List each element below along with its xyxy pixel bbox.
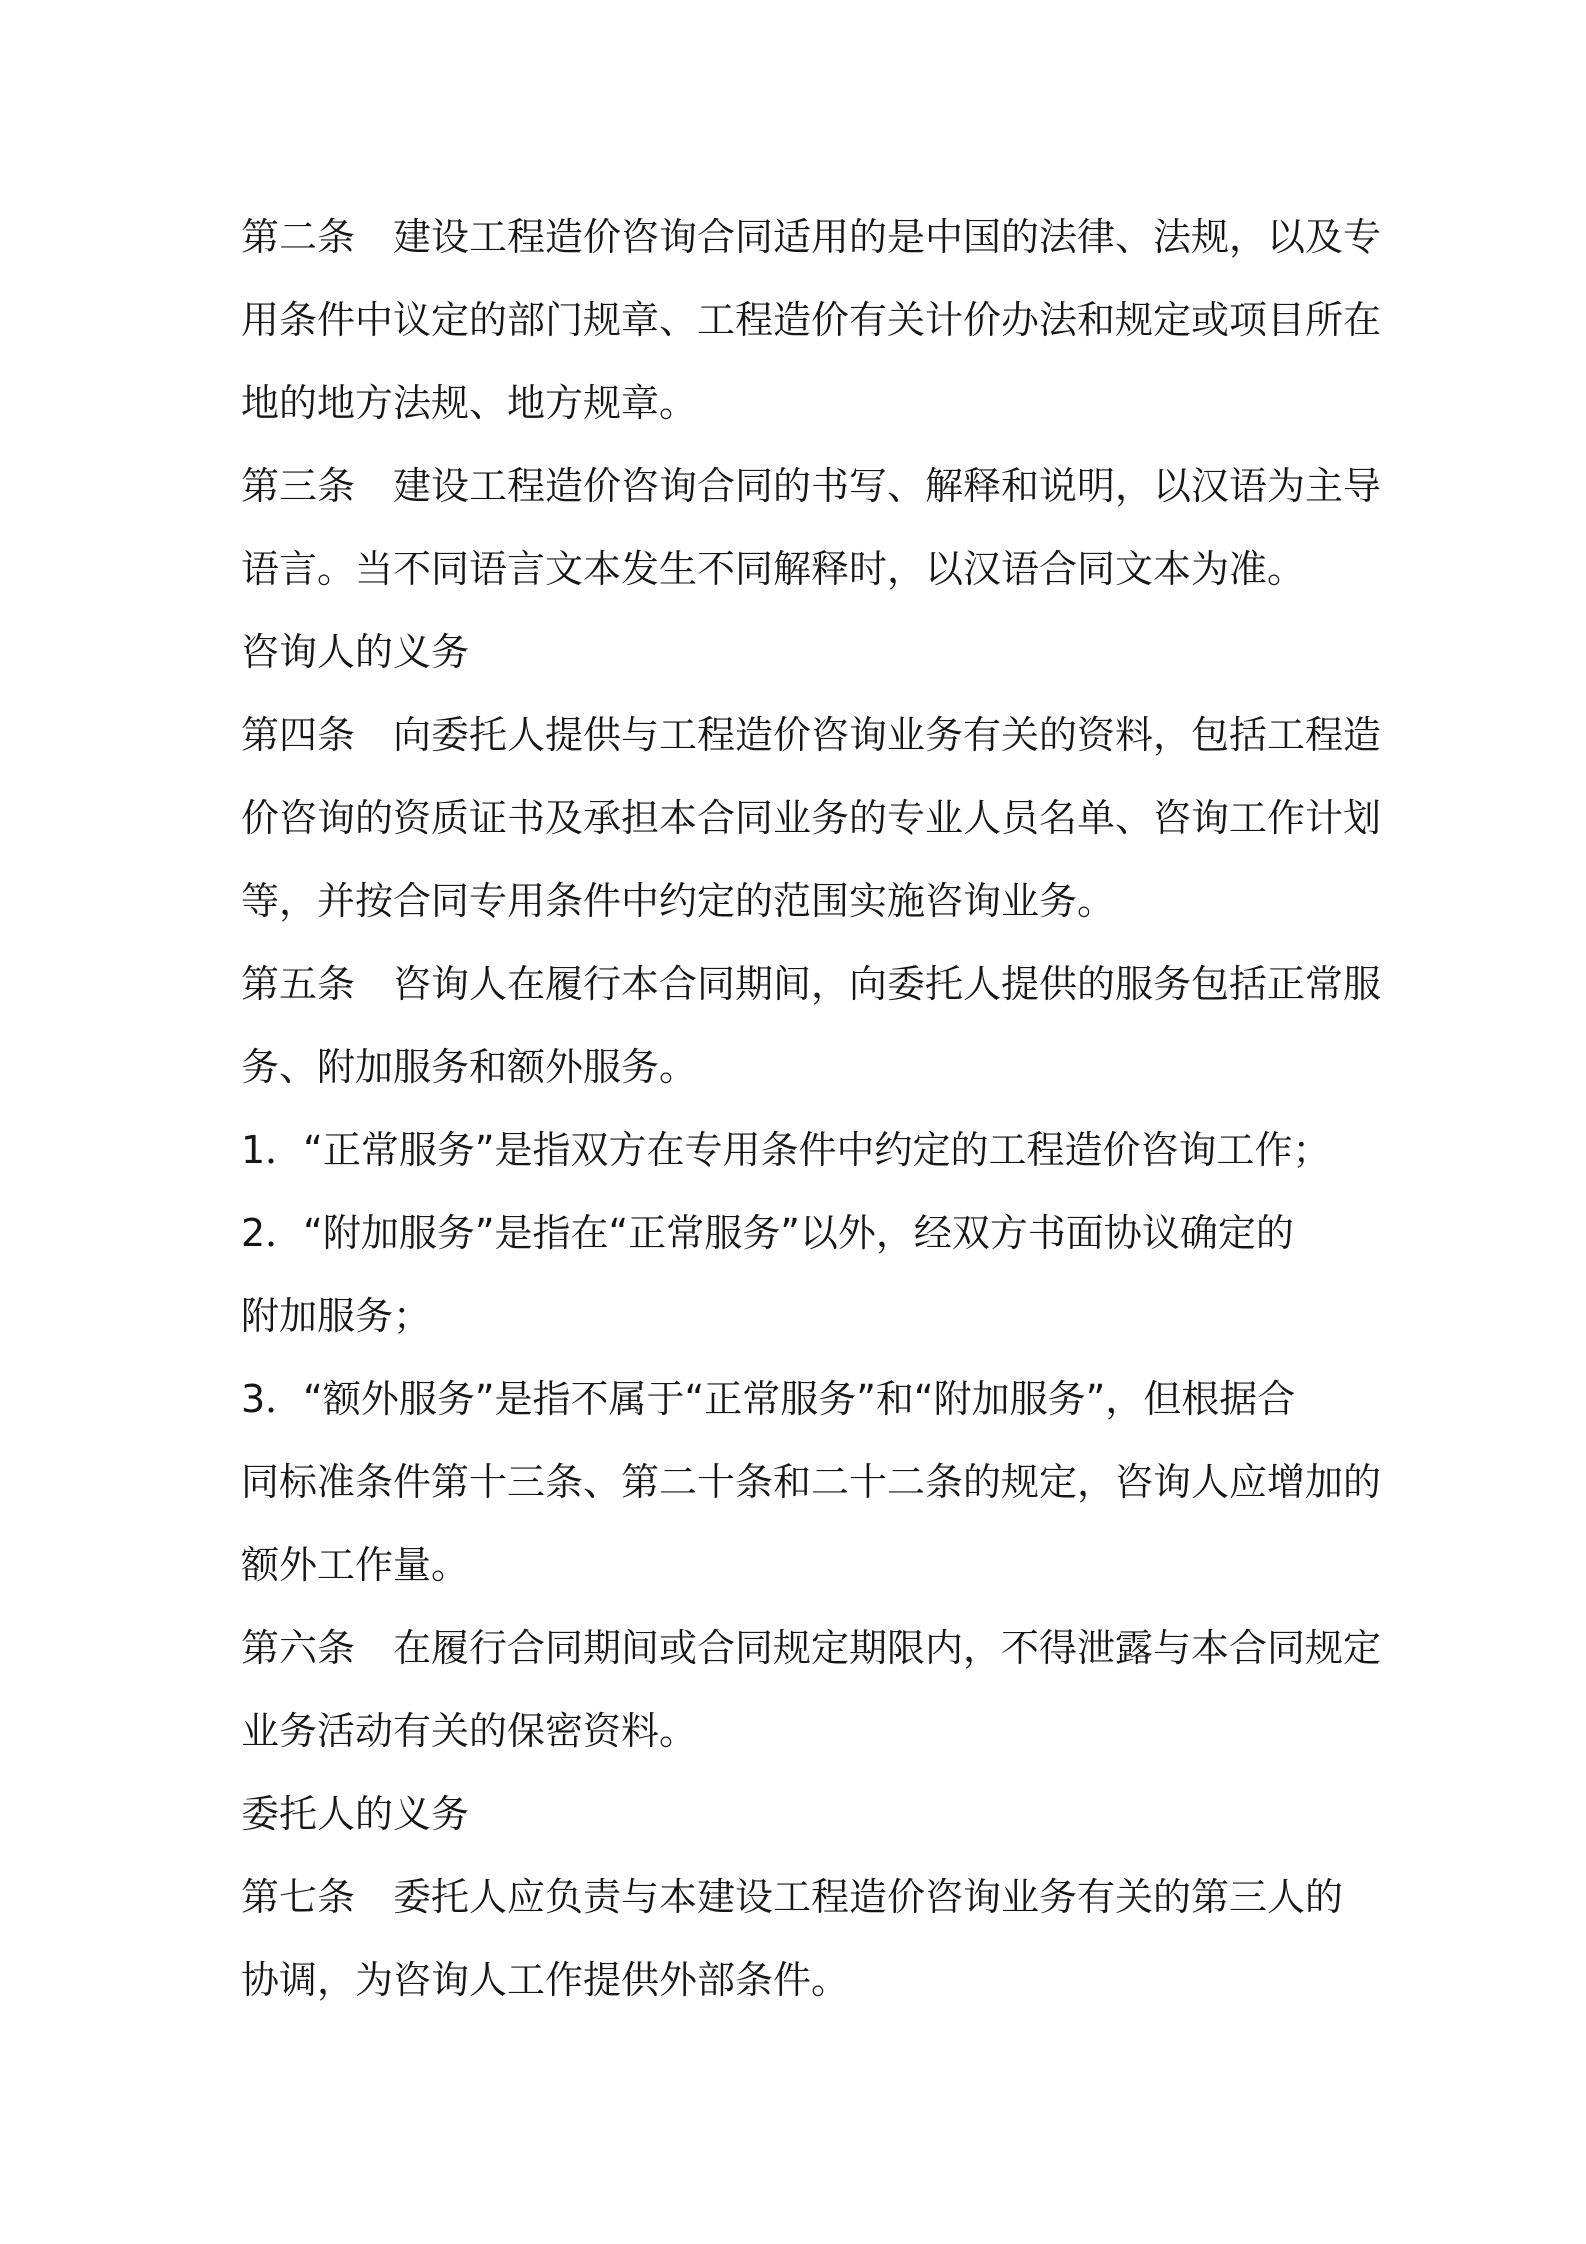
text-line: 附加服务； xyxy=(241,1294,432,1338)
text-line: 同标准条件第十三条、第二十条和二十二条的规定，咨询人应增加的 xyxy=(241,1460,1382,1504)
text-line: 语言。当不同语言文本发生不同解释时，以汉语合同文本为准。 xyxy=(241,547,1306,591)
list-item: 3．“额外服务”是指不属于“正常服务”和“附加服务”，但根据合 xyxy=(241,1377,1296,1421)
text-line: 务、附加服务和额外服务。 xyxy=(241,1045,698,1089)
section-heading: 委托人的义务 xyxy=(241,1792,470,1836)
text-line: 业务活动有关的保密资料。 xyxy=(241,1709,698,1753)
list-item: 1．“正常服务”是指双方在专用条件中约定的工程造价咨询工作； xyxy=(241,1128,1331,1172)
text-line: 价咨询的资质证书及承担本合同业务的专业人员名单、咨询工作计划 xyxy=(241,796,1382,840)
text-line: 第三条 建设工程造价咨询合同的书写、解释和说明，以汉语为主导 xyxy=(241,464,1382,508)
text-line: 等，并按合同专用条件中约定的范围实施咨询业务。 xyxy=(241,879,1116,923)
section-heading: 咨询人的义务 xyxy=(241,630,470,674)
text-line: 第七条 委托人应负责与本建设工程造价咨询业务有关的第三人的 xyxy=(241,1875,1344,1919)
text-line: 第二条 建设工程造价咨询合同适用的是中国的法律、法规，以及专 xyxy=(241,215,1382,259)
text-line: 第四条 向委托人提供与工程造价咨询业务有关的资料，包括工程造 xyxy=(241,713,1382,757)
text-line: 第五条 咨询人在履行本合同期间，向委托人提供的服务包括正常服 xyxy=(241,962,1382,1006)
text-line: 额外工作量。 xyxy=(241,1543,470,1587)
text-line: 协调，为咨询人工作提供外部条件。 xyxy=(241,1958,850,2002)
text-line: 地的地方法规、地方规章。 xyxy=(241,381,698,425)
text-line: 第六条 在履行合同期间或合同规定期限内，不得泄露与本合同规定 xyxy=(241,1626,1382,1670)
list-item: 2．“附加服务”是指在“正常服务”以外，经双方书面协议确定的 xyxy=(241,1211,1294,1255)
document-body xyxy=(241,196,1382,2022)
text-line: 用条件中议定的部门规章、工程造价有关计价办法和规定或项目所在 xyxy=(241,298,1382,342)
